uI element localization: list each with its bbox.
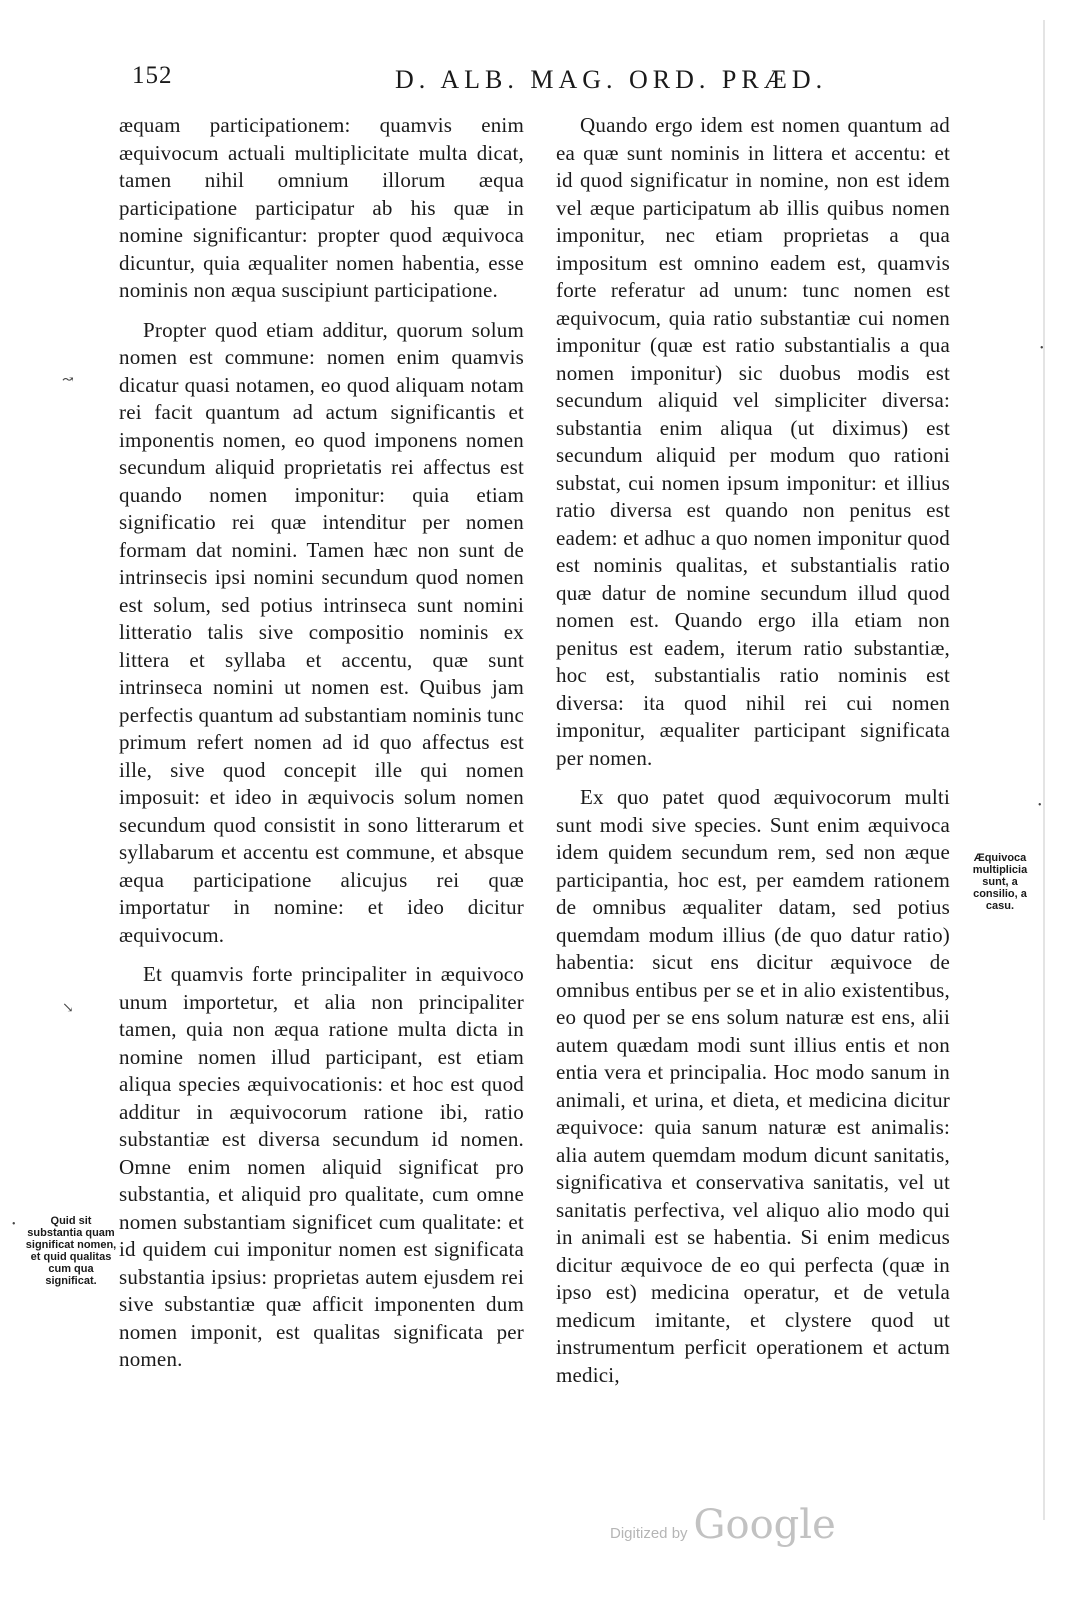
marginal-note-left: Quid sit substantia quam significat nomen, et quid qualitas cum qua significat. (25, 1215, 117, 1287)
margin-dot-mark: • (1040, 343, 1044, 354)
right-column (556, 112, 950, 1401)
margin-dot-mark: • (1038, 800, 1042, 811)
left-column (119, 112, 524, 1386)
right-paragraph-1: Quando ergo idem est nomen quantum ad ea quæ sunt nominis in littera et accentu: et id quod significatur in nomine, non est idem vel æque participatum ab illis quibus nomen imponitur, nec etiam proprietas a qua impositum est omnino eadem est, quamvis forte referatur ad unum: tunc nomen est æquivocum, quia ratio substantiæ cui nomen imponitur (quæ est ratio substantialis a qua nomen imponitur) sic duobus modis est secundum aliquid vel simpliciter diversa: substantia enim aliqua (ut diximus) est secundum aliquid per modum quo rationi substat, cui nomen ipsum imponitur: et illius ratio diversa est quando non penitus est eadem: et adhuc a quo nomen imponitur quod est nominis qualitas, et substantialis ratio quæ datur de nomine secundum illud quod nomen est. Quando ergo illa etiam non penitus est eadem, iterum ratio substantiæ, hoc est, substantialis ratio nominis est diversa: ita quod nihil rei cui nomen imponitur, æqualiter participant significata per nomen. (556, 113, 950, 770)
page-edge-shadow (1043, 20, 1045, 1520)
digitized-label: Digitized by (610, 1525, 688, 1542)
page-number: 152 (132, 62, 173, 89)
left-paragraph-1: æquam participationem: quamvis enim æquivocum actuali multiplicitate multa dicat, tamen nihil omnium illorum æqua participatione participatur ab his quæ in nomine significantur: propter quod æquivoca dicuntur, quia æqualiter nomen habentia, esse nominis non æqua suscipiunt participatione. (119, 113, 524, 302)
margin-arrow-mark: ↝ (62, 373, 74, 388)
margin-tick-mark: ↘ (62, 1001, 74, 1016)
running-head: D. ALB. MAG. ORD. PRÆD. (395, 65, 828, 94)
marginal-note-right: Æquivoca multiplicia sunt, a consilio, a casu. (972, 852, 1028, 912)
left-paragraph-3: Et quamvis forte principaliter in æquivoco unum importetur, et alia non principaliter tamen, quia non æqua ratione multa dicta in nomine nomen illud participant, est etiam aliqua species æquivocationis: et hoc est quod additur in æquivocorum ratione ibi, ratio substantiæ est diversa secundum id nomen. Omne enim nomen aliquid significat pro substantia, et aliquid pro qualitate, cum omne nomen substantiam significet cum qualitate: et id quidem cui imponitur nomen est significata substantia ipsius: proprietas autem ejusdem rei sive substantiæ quæ afficit imponenten dum nomen imponit, est qualitas significata per nomen. (119, 962, 524, 1371)
digitized-by-google-watermark (610, 1502, 836, 1548)
right-paragraph-2: Ex quo patet quod æquivocorum multi sunt modi sive species. Sunt enim æquivoca idem quidem secundum rem, sed non æque participantia, hoc est, per eamdem rationem de omnibus æqualiter datam, sed potius quemdam modum illius (de quo datur ratio) habentia: sicut ens dicitur æquivoce de omnibus entibus per se et in alio existentibus, eo quod per se ens solum naturæ est ens, alii autem quædam modi sunt illius entis et non entia vera et principalia. Hoc modo sanum in animali, et urina, et dieta, et medicina dicitur æquivoce: quia sanum naturæ est animalis: alia autem quemdam modum dicunt sanitatis, significativa et conservativa sanitatis, vel ut sanitatis perfectiva, vel aliquo alio modo qui in animali est se habentia. Si enim medicus dicitur æquivoce de eo qui perfecta (quæ in ipso est) medicina operatur, et de vetula medicum imitante, et clystere quod ut instrumentum perficit operationem et actum medici, (556, 785, 950, 1387)
left-paragraph-2: Propter quod etiam additur, quorum solum nomen est commune: nomen enim quamvis dicatur quasi notamen, eo quod aliquam notam rei facit quantum ad actum significantis et imponentis nomen, eo quod imponens nomen secundum aliquid proprietatis rei affectus est quando nomen imponitur: quia etiam significatio rei quæ intenditur per nomen formam dat nomini. Tamen hæc non sunt de intrinsecis ipsi nomini secundum quod nomen est solum, sed potius intrinseca sunt nomini litteratio talis sive compositio nominis ex littera et syllaba et accentu, quæ sunt intrinseca nomini ut nomen est. Quibus jam perfectis quantum ad substantiam nominis tunc primum refert nomen ad id quo affectus est ille, sive quod concepit ille qui nomen imposuit: et ideo in æquivocis solum nomen secundum quod consistit in sono litterarum et syllabarum et accentu est commune, et absque æqua participatione alicujus rei quæ importatur in nomine: et ideo dicitur æquivocum. (119, 317, 525, 947)
margin-dot-mark: • (12, 1219, 16, 1230)
google-logo: Google (693, 1502, 836, 1548)
